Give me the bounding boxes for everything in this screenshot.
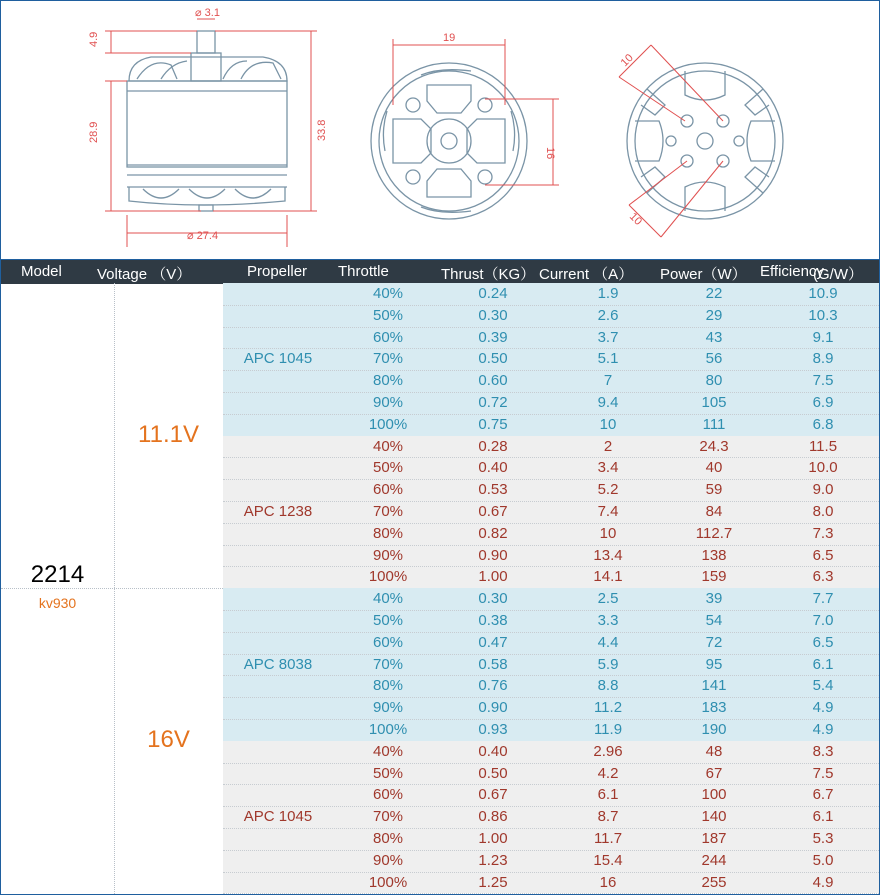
cell-thrust: 1.23 [478, 851, 508, 869]
cell-throttle: 40% [372, 590, 404, 608]
cell-current: 15.4 [593, 851, 623, 869]
cell-throttle: 90% [372, 546, 404, 564]
cell-thrust: 0.53 [478, 481, 508, 499]
table-row [223, 741, 879, 764]
voltage-label-11v: 11.1V [138, 421, 199, 448]
table-row [223, 327, 879, 350]
propeller-name: APC 1238 [243, 503, 313, 520]
cell-thrust: 0.24 [478, 285, 508, 302]
front-view-labels [443, 32, 556, 159]
cell-current: 16 [599, 873, 617, 891]
cell-current: 4.2 [597, 764, 619, 782]
cell-current: 2.6 [597, 306, 619, 324]
cell-thrust: 1.25 [478, 873, 508, 891]
table-row [223, 479, 879, 502]
front-width-label: 19 [443, 32, 456, 44]
cell-efficiency: 10.3 [808, 306, 838, 324]
rear-dim-b-label: 10 [626, 210, 645, 228]
cell-throttle: 80% [372, 829, 404, 847]
cell-power: 244 [701, 851, 727, 869]
cell-efficiency: 9.1 [812, 328, 834, 346]
cell-power: 84 [705, 502, 723, 520]
cell-thrust: 0.47 [478, 633, 508, 651]
propeller-name: APC 1045 [243, 808, 313, 826]
cell-thrust: 0.58 [478, 655, 508, 673]
cell-thrust: 1.00 [478, 568, 508, 586]
propeller-name: APC 8038 [243, 655, 313, 673]
header-throttle: Throttle [338, 263, 389, 280]
voltage-label-16v: 16V [147, 726, 190, 753]
rear-dim-a-label: 10 [618, 51, 636, 70]
cell-throttle: 60% [372, 633, 404, 651]
cell-thrust: 0.75 [478, 415, 508, 433]
cell-efficiency: 11.5 [808, 437, 838, 455]
cell-power: 140 [701, 808, 727, 826]
cell-efficiency: 6.8 [812, 415, 834, 433]
cell-throttle: 40% [372, 437, 404, 455]
cell-current: 3.4 [597, 459, 619, 477]
table-row [223, 675, 879, 698]
header-voltage: Voltage （V） [97, 266, 192, 283]
cell-current: 7 [603, 372, 613, 390]
cell-efficiency: 4.9 [812, 873, 834, 891]
cell-power: 112.7 [695, 524, 733, 542]
cell-current: 11.7 [593, 829, 623, 847]
cell-efficiency: 8.3 [812, 742, 834, 760]
cell-power: 56 [705, 350, 723, 368]
cell-current: 5.2 [597, 481, 619, 499]
cell-power: 111 [702, 415, 726, 433]
cell-thrust: 0.40 [478, 742, 508, 760]
cell-power: 105 [701, 394, 727, 411]
table-row [223, 457, 879, 480]
cell-power: 255 [701, 873, 727, 891]
cell-efficiency: 6.3 [812, 568, 834, 586]
cell-power: 141 [701, 677, 727, 695]
cell-thrust: 0.39 [478, 328, 508, 346]
shaft-diameter-label: ⌀ 3.1 [195, 7, 220, 19]
cell-power: 190 [701, 720, 727, 738]
cell-efficiency: 6.5 [812, 633, 834, 651]
header-model: Model [21, 263, 62, 280]
cell-efficiency: 10.9 [808, 285, 838, 302]
cell-power: 72 [705, 633, 723, 651]
cell-current: 2 [603, 437, 613, 455]
performance-table [1, 283, 879, 894]
propeller-name: APC 1045 [243, 350, 313, 368]
cell-throttle: 80% [372, 372, 404, 390]
cell-power: 43 [705, 328, 723, 346]
header-thrust: Thrust（KG） [441, 266, 536, 283]
cell-efficiency: 9.0 [812, 481, 834, 499]
cell-throttle: 90% [372, 394, 404, 411]
table-row [223, 566, 879, 589]
cell-thrust: 0.67 [478, 502, 508, 520]
hole-spacing-label: 16 [544, 147, 556, 160]
cell-efficiency: 8.9 [812, 350, 834, 368]
cell-thrust: 0.86 [478, 808, 508, 826]
total-height-label: 33.8 [316, 119, 328, 141]
cell-efficiency: 8.0 [812, 502, 834, 520]
table-row [223, 763, 879, 786]
cell-throttle: 80% [372, 677, 404, 695]
cell-throttle: 60% [372, 786, 404, 804]
model-kv: kv930 [38, 595, 77, 611]
cell-power: 95 [705, 655, 723, 673]
cell-efficiency: 6.7 [812, 786, 834, 804]
cell-current: 6.1 [597, 786, 619, 804]
header-current: Current （A） [539, 266, 634, 283]
cell-power: 138 [701, 546, 727, 564]
cell-throttle: 90% [372, 699, 404, 717]
cell-throttle: 100% [368, 720, 408, 738]
cell-thrust: 0.67 [478, 786, 508, 804]
table-row [223, 850, 879, 873]
cell-thrust: 0.72 [478, 394, 508, 411]
cell-efficiency: 7.3 [812, 524, 834, 542]
side-view [127, 31, 287, 211]
cell-efficiency: 10.0 [808, 459, 838, 477]
cell-efficiency: 7.0 [812, 611, 834, 629]
cell-power: 80 [705, 372, 723, 390]
table-row [223, 697, 879, 720]
cell-thrust: 0.30 [478, 306, 508, 324]
cell-power: 59 [705, 481, 723, 499]
table-row [223, 392, 879, 415]
cell-efficiency: 4.9 [812, 699, 834, 717]
cell-current: 3.7 [597, 328, 619, 346]
cell-power: 67 [705, 764, 723, 782]
cell-current: 9.4 [597, 394, 619, 411]
cell-efficiency: 7.5 [812, 372, 834, 390]
cell-efficiency: 5.0 [812, 851, 834, 869]
cell-power: 159 [701, 568, 727, 586]
cell-throttle: 70% [372, 350, 404, 368]
table-row [223, 784, 879, 807]
cell-throttle: 60% [372, 481, 404, 499]
motor-drawing-svg [1, 1, 879, 259]
cell-power: 22 [705, 285, 723, 302]
cell-current: 5.1 [597, 350, 619, 368]
cell-efficiency: 6.9 [812, 394, 834, 411]
cell-throttle: 100% [368, 415, 408, 433]
cell-current: 1.9 [597, 285, 619, 302]
cell-power: 183 [701, 699, 727, 717]
cell-power: 48 [705, 742, 723, 760]
cell-throttle: 40% [372, 285, 404, 302]
table-row [223, 545, 879, 568]
cell-current: 4.4 [597, 633, 619, 651]
cell-current: 10 [599, 415, 617, 433]
cell-power: 54 [705, 611, 723, 629]
cell-current: 8.7 [597, 808, 619, 826]
table-row [223, 872, 879, 895]
table-header [1, 259, 879, 284]
cell-thrust: 0.76 [478, 677, 508, 695]
cell-throttle: 100% [368, 873, 408, 891]
table-row [223, 305, 879, 328]
table-row [223, 719, 879, 742]
cell-throttle: 70% [372, 502, 404, 520]
cell-current: 8.8 [597, 677, 619, 695]
cell-current: 11.9 [593, 720, 623, 738]
cell-power: 24.3 [699, 437, 729, 455]
cell-thrust: 0.90 [478, 699, 508, 717]
base-diameter-label: ⌀ 27.4 [187, 230, 219, 242]
motor-technical-drawing [1, 1, 879, 259]
cell-thrust: 0.93 [478, 720, 508, 738]
cell-efficiency: 5.4 [812, 677, 834, 695]
cell-efficiency: 5.3 [812, 829, 834, 847]
cell-current: 5.9 [597, 655, 619, 673]
header-power: Power（W） [660, 266, 747, 283]
cell-efficiency: 6.5 [812, 546, 834, 564]
table-row [223, 436, 879, 459]
cell-thrust: 0.60 [478, 372, 508, 390]
cell-thrust: 0.50 [478, 350, 508, 368]
cell-efficiency: 6.1 [812, 655, 834, 673]
cell-efficiency: 6.1 [812, 808, 834, 826]
cell-efficiency: 7.5 [812, 764, 834, 782]
table-row [223, 632, 879, 655]
cell-throttle: 50% [372, 306, 404, 324]
cell-current: 2.96 [593, 742, 623, 760]
shaft-length-label: 4.9 [88, 31, 100, 47]
header-efficiency-unit: (G/W） [813, 266, 863, 283]
cell-efficiency: 7.7 [812, 590, 834, 608]
cell-thrust: 0.38 [478, 611, 508, 629]
cell-thrust: 0.40 [478, 459, 508, 477]
header-efficiency: Efficiency [760, 263, 824, 280]
cell-throttle: 40% [372, 742, 404, 760]
cell-power: 100 [701, 786, 727, 804]
cell-throttle: 80% [372, 524, 404, 542]
cell-throttle: 100% [368, 568, 408, 586]
cell-current: 2.5 [597, 590, 619, 608]
cell-power: 29 [705, 306, 723, 324]
table-row [223, 828, 879, 851]
table-row [223, 370, 879, 393]
cell-power: 39 [705, 590, 723, 608]
cell-throttle: 60% [372, 328, 404, 346]
cell-throttle: 90% [372, 851, 404, 869]
table-row [223, 588, 879, 611]
cell-thrust: 0.50 [478, 764, 508, 782]
rear-view-labels [619, 52, 644, 228]
cell-current: 7.4 [597, 502, 619, 520]
table-row [223, 610, 879, 633]
cell-current: 3.3 [597, 611, 619, 629]
cell-current: 14.1 [593, 568, 623, 586]
cell-thrust: 1.00 [478, 829, 508, 847]
cell-thrust: 0.82 [478, 524, 508, 542]
cell-thrust: 0.30 [478, 590, 508, 608]
cell-power: 40 [705, 459, 723, 477]
cell-current: 10 [599, 524, 617, 542]
cell-throttle: 50% [372, 459, 404, 477]
cell-throttle: 50% [372, 764, 404, 782]
cell-efficiency: 4.9 [812, 720, 834, 738]
model-name: 2214 [30, 561, 85, 588]
front-view [371, 63, 527, 219]
side-view-labels [88, 7, 328, 242]
body-height-label: 28.9 [88, 121, 100, 143]
cell-throttle: 70% [372, 655, 404, 673]
table-row [223, 523, 879, 546]
cell-throttle: 50% [372, 611, 404, 629]
table-row [223, 414, 879, 437]
cell-thrust: 0.90 [478, 546, 508, 564]
table-row [223, 283, 879, 306]
cell-current: 11.2 [593, 699, 623, 717]
header-propeller: Propeller [247, 263, 308, 280]
cell-current: 13.4 [593, 546, 623, 564]
rear-view [627, 63, 783, 219]
cell-power: 187 [701, 829, 727, 847]
cell-throttle: 70% [372, 808, 404, 826]
cell-thrust: 0.28 [478, 437, 508, 455]
